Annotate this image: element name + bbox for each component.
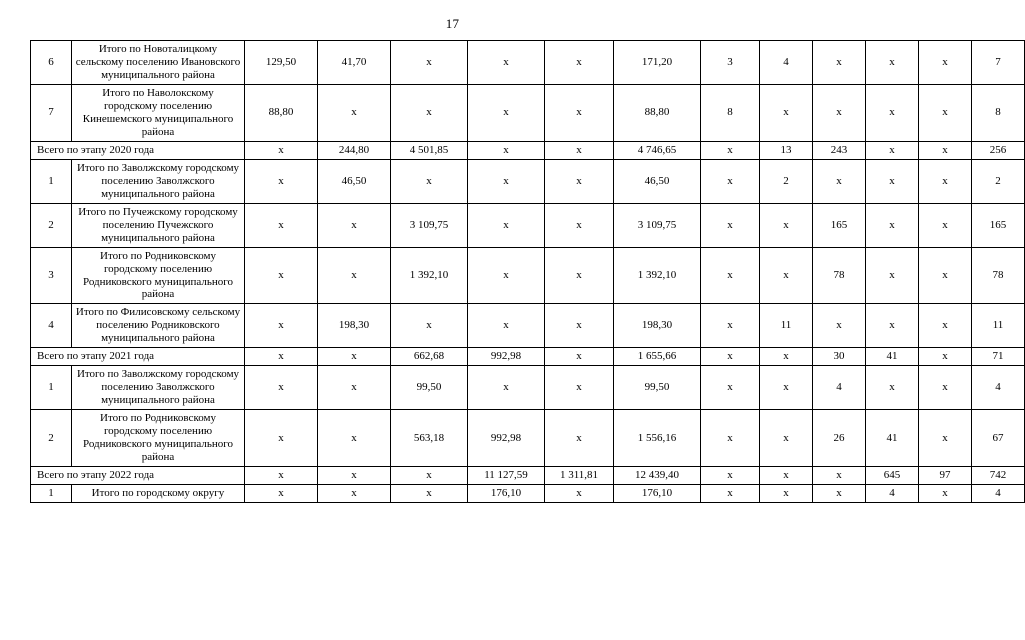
total-label: Всего по этапу 2021 года (31, 348, 245, 366)
cell-c8: х (760, 410, 813, 467)
cell-c8: х (760, 366, 813, 410)
cell-c3: 4 501,85 (391, 141, 468, 159)
cell-c8: 13 (760, 141, 813, 159)
cell-c11: 97 (919, 467, 972, 485)
cell-c6: 198,30 (614, 304, 701, 348)
cell-c4: х (468, 159, 545, 203)
cell-c5: х (545, 366, 614, 410)
row-name: Итого по Родниковскому городскому поселению Родниковского муниципального района (72, 410, 245, 467)
row-name: Итого по Новоталицкому сельскому поселению Ивановского муниципального района (72, 41, 245, 85)
cell-c4: х (468, 84, 545, 141)
cell-c9: х (813, 304, 866, 348)
cell-c6: 3 109,75 (614, 203, 701, 247)
cell-c9: х (813, 41, 866, 85)
cell-c9: 78 (813, 247, 866, 304)
row-name: Итого по городскому округу (72, 485, 245, 503)
cell-c12: 71 (972, 348, 1025, 366)
cell-c5: х (545, 41, 614, 85)
cell-c11: х (919, 485, 972, 503)
cell-c8: х (760, 485, 813, 503)
cell-c7: х (701, 410, 760, 467)
cell-c4: 992,98 (468, 348, 545, 366)
cell-c6: 88,80 (614, 84, 701, 141)
cell-c2: х (318, 366, 391, 410)
row-name: Итого по Заволжскому городскому поселению Заволжского муниципального района (72, 159, 245, 203)
cell-c7: х (701, 467, 760, 485)
cell-c8: 11 (760, 304, 813, 348)
cell-c5: х (545, 159, 614, 203)
cell-c9: 4 (813, 366, 866, 410)
cell-c12: 4 (972, 485, 1025, 503)
cell-c3: х (391, 41, 468, 85)
cell-c12: 78 (972, 247, 1025, 304)
cell-c9: х (813, 467, 866, 485)
table-row (31, 410, 1025, 467)
cell-c7: х (701, 203, 760, 247)
cell-c3: х (391, 304, 468, 348)
cell-c1: х (245, 485, 318, 503)
table-total-row (31, 141, 1025, 159)
cell-c5: х (545, 141, 614, 159)
cell-c1: х (245, 304, 318, 348)
table-total-row (31, 467, 1025, 485)
cell-c10: х (866, 304, 919, 348)
cell-c3: 563,18 (391, 410, 468, 467)
cell-c9: 165 (813, 203, 866, 247)
cell-c12: 11 (972, 304, 1025, 348)
cell-c2: х (318, 203, 391, 247)
cell-c3: 3 109,75 (391, 203, 468, 247)
cell-c8: х (760, 467, 813, 485)
cell-c10: х (866, 41, 919, 85)
total-label: Всего по этапу 2020 года (31, 141, 245, 159)
cell-c7: х (701, 141, 760, 159)
cell-c11: х (919, 366, 972, 410)
cell-c4: х (468, 304, 545, 348)
row-number: 4 (31, 304, 72, 348)
cell-c9: х (813, 485, 866, 503)
cell-c1: х (245, 159, 318, 203)
row-name: Итого по Заволжскому городскому поселению Заволжского муниципального района (72, 366, 245, 410)
cell-c2: 41,70 (318, 41, 391, 85)
cell-c4: 176,10 (468, 485, 545, 503)
cell-c11: х (919, 141, 972, 159)
row-name: Итого по Наволокскому городскому поселению Кинешемского муниципального района (72, 84, 245, 141)
cell-c10: х (866, 366, 919, 410)
cell-c10: х (866, 141, 919, 159)
row-number: 7 (31, 84, 72, 141)
cell-c6: 4 746,65 (614, 141, 701, 159)
row-name: Итого по Пучежскому городскому поселению Пучежского муниципального района (72, 203, 245, 247)
cell-c7: 8 (701, 84, 760, 141)
cell-c2: 198,30 (318, 304, 391, 348)
cell-c2: х (318, 485, 391, 503)
row-number: 3 (31, 247, 72, 304)
cell-c5: х (545, 304, 614, 348)
cell-c2: х (318, 84, 391, 141)
cell-c5: х (545, 203, 614, 247)
cell-c8: 2 (760, 159, 813, 203)
cell-c9: х (813, 84, 866, 141)
cell-c6: 1 655,66 (614, 348, 701, 366)
cell-c4: х (468, 247, 545, 304)
cell-c3: х (391, 467, 468, 485)
cell-c12: 8 (972, 84, 1025, 141)
cell-c1: х (245, 247, 318, 304)
cell-c11: х (919, 203, 972, 247)
cell-c11: х (919, 41, 972, 85)
cell-c2: х (318, 348, 391, 366)
cell-c7: х (701, 485, 760, 503)
cell-c10: х (866, 203, 919, 247)
cell-c11: х (919, 348, 972, 366)
data-table (30, 40, 1025, 503)
cell-c7: х (701, 304, 760, 348)
cell-c9: 30 (813, 348, 866, 366)
cell-c8: х (760, 348, 813, 366)
cell-c6: 1 556,16 (614, 410, 701, 467)
cell-c3: 99,50 (391, 366, 468, 410)
cell-c9: 243 (813, 141, 866, 159)
cell-c1: х (245, 141, 318, 159)
cell-c6: 171,20 (614, 41, 701, 85)
cell-c1: х (245, 467, 318, 485)
cell-c4: х (468, 141, 545, 159)
row-name: Итого по Филисовскому сельскому поселению Родниковского муниципального района (72, 304, 245, 348)
cell-c4: 992,98 (468, 410, 545, 467)
row-number: 1 (31, 366, 72, 410)
cell-c6: 12 439,40 (614, 467, 701, 485)
cell-c9: 26 (813, 410, 866, 467)
cell-c11: х (919, 159, 972, 203)
table-row (31, 41, 1025, 85)
cell-c2: х (318, 410, 391, 467)
cell-c3: 1 392,10 (391, 247, 468, 304)
cell-c8: х (760, 203, 813, 247)
cell-c10: 4 (866, 485, 919, 503)
cell-c5: х (545, 348, 614, 366)
cell-c9: х (813, 159, 866, 203)
cell-c3: х (391, 159, 468, 203)
cell-c8: 4 (760, 41, 813, 85)
cell-c4: 11 127,59 (468, 467, 545, 485)
cell-c12: 256 (972, 141, 1025, 159)
cell-c11: х (919, 410, 972, 467)
cell-c1: х (245, 348, 318, 366)
cell-c12: 2 (972, 159, 1025, 203)
cell-c10: 645 (866, 467, 919, 485)
cell-c11: х (919, 304, 972, 348)
cell-c1: х (245, 366, 318, 410)
cell-c10: х (866, 159, 919, 203)
cell-c12: 4 (972, 366, 1025, 410)
row-number: 2 (31, 203, 72, 247)
cell-c3: х (391, 485, 468, 503)
cell-c5: 1 311,81 (545, 467, 614, 485)
cell-c7: х (701, 348, 760, 366)
page-number: 17 (445, 16, 460, 31)
cell-c1: 129,50 (245, 41, 318, 85)
cell-c11: х (919, 247, 972, 304)
cell-c6: 1 392,10 (614, 247, 701, 304)
cell-c7: х (701, 159, 760, 203)
cell-c5: х (545, 247, 614, 304)
row-number: 6 (31, 41, 72, 85)
table-body (31, 41, 1025, 503)
cell-c3: х (391, 84, 468, 141)
table-row (31, 247, 1025, 304)
cell-c6: 176,10 (614, 485, 701, 503)
table-row (31, 366, 1025, 410)
cell-c5: х (545, 485, 614, 503)
table-container (0, 40, 1007, 503)
row-name: Итого по Родниковскому городскому поселению Родниковского муниципального района (72, 247, 245, 304)
row-number: 1 (31, 159, 72, 203)
cell-c7: х (701, 366, 760, 410)
cell-c1: 88,80 (245, 84, 318, 141)
cell-c6: 46,50 (614, 159, 701, 203)
table-total-row (31, 348, 1025, 366)
cell-c2: х (318, 467, 391, 485)
total-label: Всего по этапу 2022 года (31, 467, 245, 485)
cell-c5: х (545, 410, 614, 467)
cell-c4: х (468, 366, 545, 410)
row-number: 1 (31, 485, 72, 503)
cell-c6: 99,50 (614, 366, 701, 410)
cell-c11: х (919, 84, 972, 141)
cell-c10: 41 (866, 410, 919, 467)
table-row (31, 159, 1025, 203)
cell-c1: х (245, 203, 318, 247)
cell-c8: х (760, 247, 813, 304)
cell-c10: х (866, 84, 919, 141)
cell-c2: 46,50 (318, 159, 391, 203)
cell-c2: х (318, 247, 391, 304)
cell-c12: 742 (972, 467, 1025, 485)
cell-c12: 7 (972, 41, 1025, 85)
row-number: 2 (31, 410, 72, 467)
cell-c4: х (468, 41, 545, 85)
cell-c2: 244,80 (318, 141, 391, 159)
cell-c10: х (866, 247, 919, 304)
table-row (31, 304, 1025, 348)
cell-c5: х (545, 84, 614, 141)
table-row (31, 203, 1025, 247)
table-row (31, 485, 1025, 503)
cell-c3: 662,68 (391, 348, 468, 366)
table-row (31, 84, 1025, 141)
cell-c1: х (245, 410, 318, 467)
cell-c8: х (760, 84, 813, 141)
cell-c12: 165 (972, 203, 1025, 247)
cell-c12: 67 (972, 410, 1025, 467)
cell-c10: 41 (866, 348, 919, 366)
cell-c7: х (701, 247, 760, 304)
cell-c4: х (468, 203, 545, 247)
cell-c7: 3 (701, 41, 760, 85)
